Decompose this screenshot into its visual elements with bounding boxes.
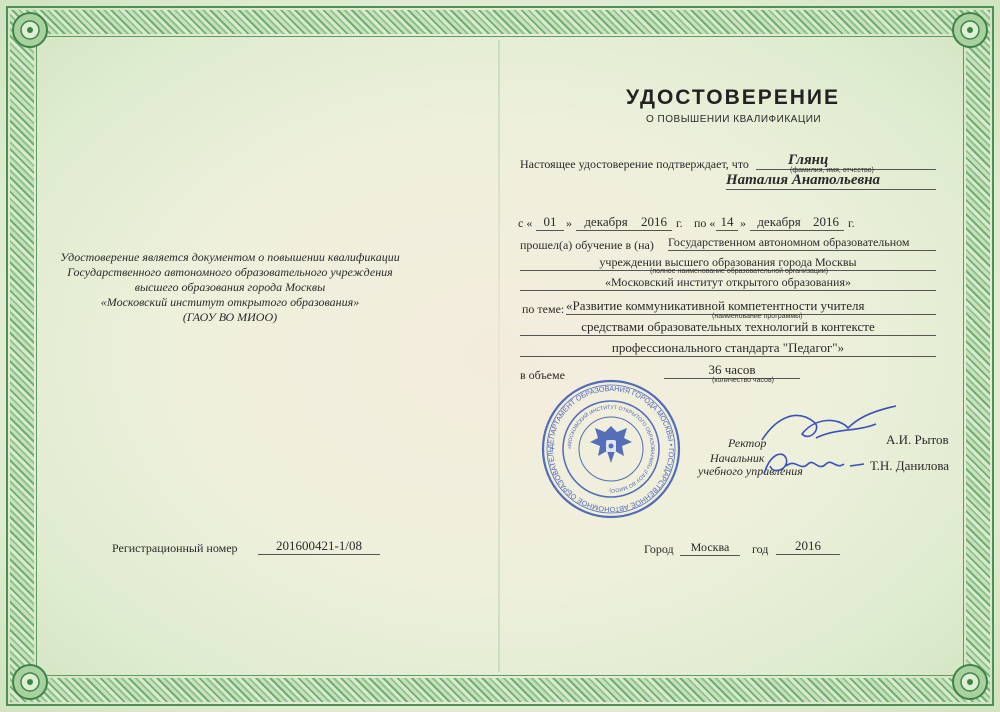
statement-line: Государственного автономного образовательного учреждения [67,265,393,279]
confirm-text: Настоящее удостоверение подтверждает, что [520,157,749,171]
document-title: УДОСТОВЕРЕНИЕ [626,86,841,109]
holder-name-caption: (фамилия, имя, отчество) [790,167,874,174]
holder-given-names: Наталия Анатольевна [726,172,936,190]
year-value: 2016 [776,538,840,555]
period-to-year: 2016 [808,214,844,231]
topic-label: по теме: [522,302,565,316]
registration-label: Регистрационный номер [112,541,238,555]
institution-line-3: «Московский институт открытого образования» [520,275,936,291]
year-label: год [752,542,769,556]
page-fold [498,40,500,672]
volume-caption: (количество часов) [712,377,774,384]
city-value: Москва [680,540,740,556]
seal-inner-text: «МОСКОВСКИЙ ИНСТИТУТ ОТКРЫТОГО ОБРАЗОВАНИЯ» (ГАОУ ВО МИОО) [566,404,656,494]
statement-line: Удостоверение является документом о повышении квалификации [60,250,400,264]
program-line-3: профессионального стандарта "Педагог"» [520,340,936,357]
period-from-month: декабря [576,214,636,231]
rector-signature [756,398,906,450]
official-seal [540,378,682,520]
registration-number: 201600421-1/08 [258,538,380,555]
period-to-prefix: по « [694,216,716,230]
head-name: Т.Н. Данилова [870,458,950,473]
document-subtitle: О ПОВЫШЕНИИ КВАЛИФИКАЦИИ [646,114,822,125]
corner-rosette-icon [950,10,990,50]
period-year-suffix: г. [676,216,683,230]
period-from-year: 2016 [636,214,672,231]
statement-line: высшего образования города Москвы [134,280,326,294]
corner-rosette-icon [950,662,990,702]
program-caption: (наименование программы) [712,313,803,320]
coat-of-arms-icon [590,426,632,463]
period-to-day: 14 [716,214,738,231]
volume-label: в объеме [520,368,565,382]
head-signature [760,444,870,484]
period-from-prefix: с « [518,216,533,230]
institution-line-1: Государственном автономном образовательном [668,235,936,251]
period-to-close: » [740,216,746,230]
statement-line: «Московский институт открытого образования» [100,295,360,309]
period-to-month: декабря [750,214,808,231]
period-to-suffix: г. [848,216,855,230]
holder-surname: Глянц [756,152,936,170]
period-from-day: 01 [536,214,564,231]
institution-caption: (полное наименование образовательной организации) [650,268,829,275]
head-title-line: учебного управления [698,464,803,478]
head-title-line: Начальник [710,451,765,465]
corner-rosette-icon [10,662,50,702]
program-line-2: средствами образовательных технологий в контексте [520,319,936,336]
rector-name: А.И. Рытов [886,432,949,447]
left-statement [60,250,400,325]
city-label: Город [644,542,674,556]
volume-value: 36 часов [664,362,800,379]
studied-text: прошел(а) обучение в (на) [520,238,654,252]
program-line-1: «Развитие коммуникативной компетентности учителя [566,298,936,315]
institution-line-2: учреждении высшего образования города Москвы [520,255,936,271]
rector-title: Ректор [728,436,767,450]
statement-line: (ГАОУ ВО МИОО) [182,310,278,324]
seal-ring-text: ДЕПАРТАМЕНТ ОБРАЗОВАНИЯ ГОРОДА МОСКВЫ • ГОСУДАРСТВЕННОЕ АВТОНОМНОЕ ОБРАЗОВАТЕЛЬ [545,383,677,515]
corner-rosette-icon [10,10,50,50]
period-from-close: » [566,216,572,230]
